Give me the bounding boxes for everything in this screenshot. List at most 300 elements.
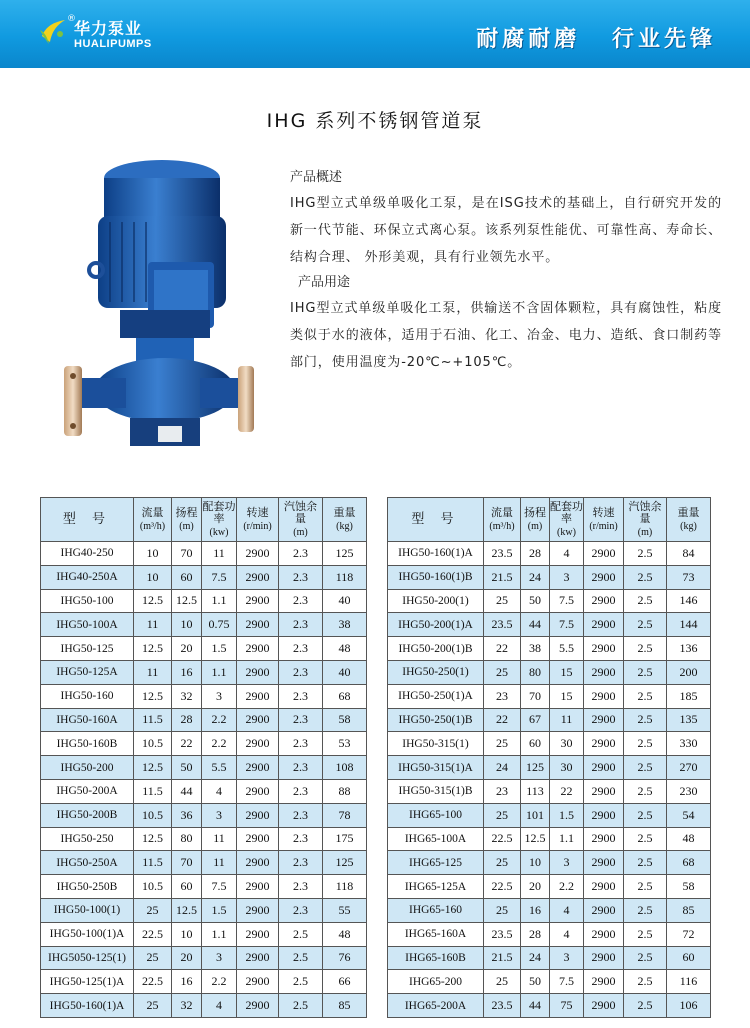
cell-flow: 25 (484, 589, 521, 613)
cell-speed: 2900 (237, 684, 279, 708)
cell-speed: 2900 (584, 756, 624, 780)
cell-npsh: 2.5 (624, 542, 667, 566)
cell-head: 20 (172, 637, 202, 661)
cell-weight: 118 (323, 565, 367, 589)
cell-head: 12.5 (521, 827, 550, 851)
pump-image (50, 150, 270, 468)
cell-flow: 22.5 (134, 922, 172, 946)
page-title: IHG 系列不锈钢管道泵 (266, 110, 484, 132)
cell-speed: 2900 (584, 613, 624, 637)
cell-weight: 108 (323, 756, 367, 780)
cell-npsh: 2.5 (624, 946, 667, 970)
table-row (41, 589, 367, 613)
cell-head: 22 (172, 732, 202, 756)
header-speed (237, 498, 279, 542)
cell-speed: 2900 (237, 542, 279, 566)
cell-head: 10 (172, 922, 202, 946)
usage-heading: 产品用途 (298, 275, 351, 290)
header-power (550, 498, 584, 542)
cell-speed: 2900 (584, 970, 624, 994)
cell-npsh: 2.5 (624, 708, 667, 732)
cell-weight: 54 (667, 803, 711, 827)
cell-speed: 2900 (584, 637, 624, 661)
cell-head: 10 (521, 851, 550, 875)
cell-model: IHG50-160(1)B (388, 565, 484, 589)
cell-flow: 21.5 (484, 946, 521, 970)
cell-model: IHG65-125A (388, 875, 484, 899)
cell-model: IHG50-250(1)B (388, 708, 484, 732)
cell-weight: 40 (323, 660, 367, 684)
cell-weight: 40 (323, 589, 367, 613)
header-flow-label: 流量 (491, 505, 513, 519)
cell-head: 113 (521, 779, 550, 803)
header-speed-unit: (r/min) (243, 520, 272, 532)
cell-speed: 2900 (237, 613, 279, 637)
header-model: 型 号 (388, 498, 484, 542)
cell-speed: 2900 (584, 898, 624, 922)
cell-head: 16 (521, 898, 550, 922)
cell-npsh: 2.5 (624, 922, 667, 946)
cell-head: 10 (172, 613, 202, 637)
table-row (388, 660, 711, 684)
cell-power: 1.5 (202, 637, 237, 661)
cell-power: 7.5 (550, 589, 584, 613)
cell-power: 15 (550, 660, 584, 684)
cell-weight: 116 (667, 970, 711, 994)
cell-head: 50 (172, 756, 202, 780)
cell-head: 60 (172, 875, 202, 899)
table-row (41, 970, 367, 994)
cell-weight: 58 (323, 708, 367, 732)
cell-weight: 200 (667, 660, 711, 684)
table-row (41, 851, 367, 875)
cell-flow: 22.5 (484, 875, 521, 899)
cell-npsh: 2.3 (279, 851, 323, 875)
spec-table-left-body (41, 542, 367, 1018)
cell-npsh: 2.3 (279, 684, 323, 708)
cell-weight: 88 (323, 779, 367, 803)
cell-npsh: 2.3 (279, 875, 323, 899)
table-row (41, 660, 367, 684)
cell-head: 70 (172, 851, 202, 875)
table-row (41, 803, 367, 827)
cell-power: 1.5 (550, 803, 584, 827)
cell-flow: 25 (484, 898, 521, 922)
cell-flow: 10.5 (134, 732, 172, 756)
cell-flow: 11.5 (134, 779, 172, 803)
cell-flow: 25 (484, 851, 521, 875)
cell-head: 12.5 (172, 589, 202, 613)
cell-flow: 12.5 (134, 756, 172, 780)
cell-speed: 2900 (237, 708, 279, 732)
table-header-row (41, 498, 367, 542)
cell-npsh: 2.5 (279, 994, 323, 1018)
cell-model: IHG50-250A (41, 851, 134, 875)
cell-flow: 22 (484, 637, 521, 661)
cell-npsh: 2.3 (279, 589, 323, 613)
cell-power: 3 (202, 803, 237, 827)
header-npsh (279, 498, 323, 542)
cell-model: IHG50-125(1)A (41, 970, 134, 994)
cell-power: 7.5 (202, 565, 237, 589)
table-row (41, 732, 367, 756)
header-speed (584, 498, 624, 542)
cell-weight: 48 (667, 827, 711, 851)
cell-speed: 2900 (237, 851, 279, 875)
cell-head: 101 (521, 803, 550, 827)
cell-npsh: 2.3 (279, 708, 323, 732)
table-row (388, 637, 711, 661)
cell-head: 50 (521, 589, 550, 613)
table-row (388, 684, 711, 708)
cell-npsh: 2.3 (279, 803, 323, 827)
cell-head: 32 (172, 994, 202, 1018)
cell-flow: 10 (134, 565, 172, 589)
cell-head: 24 (521, 946, 550, 970)
cell-head: 12.5 (172, 898, 202, 922)
cell-flow: 11.5 (134, 851, 172, 875)
table-row (41, 565, 367, 589)
cell-flow: 23.5 (484, 994, 521, 1018)
cell-model: IHG40-250 (41, 542, 134, 566)
cell-power: 11 (202, 851, 237, 875)
cell-npsh: 2.3 (279, 565, 323, 589)
cell-power: 1.1 (202, 589, 237, 613)
cell-model: IHG50-200B (41, 803, 134, 827)
cell-flow: 23.5 (484, 542, 521, 566)
cell-flow: 22 (484, 708, 521, 732)
cell-flow: 10 (134, 542, 172, 566)
cell-npsh: 2.5 (624, 994, 667, 1018)
table-row (41, 756, 367, 780)
cell-weight: 73 (667, 565, 711, 589)
cell-model: IHG50-100(1) (41, 898, 134, 922)
slogan (476, 22, 716, 53)
cell-power: 3 (202, 946, 237, 970)
cell-model: IHG50-200(1)B (388, 637, 484, 661)
cell-flow: 25 (484, 803, 521, 827)
cell-npsh: 2.5 (624, 875, 667, 899)
header-npsh-unit: (m) (293, 526, 308, 538)
cell-flow: 25 (484, 660, 521, 684)
cell-power: 2.2 (202, 970, 237, 994)
cell-speed: 2900 (237, 898, 279, 922)
cell-model: IHG50-160B (41, 732, 134, 756)
table-row (41, 613, 367, 637)
cell-model: IHG65-160 (388, 898, 484, 922)
cell-npsh: 2.3 (279, 732, 323, 756)
cell-weight: 78 (323, 803, 367, 827)
cell-weight: 58 (667, 875, 711, 899)
cell-flow: 25 (484, 732, 521, 756)
spec-table-right-body (388, 542, 711, 1018)
table-row (41, 542, 367, 566)
header-power-label: 配套功率 (550, 499, 583, 525)
spec-table-left (40, 497, 367, 1018)
cell-npsh: 2.5 (279, 946, 323, 970)
cell-speed: 2900 (237, 875, 279, 899)
cell-npsh: 2.5 (624, 732, 667, 756)
table-row (388, 994, 711, 1018)
header-weight (667, 498, 711, 542)
cell-speed: 2900 (584, 565, 624, 589)
table-row (41, 875, 367, 899)
table-row (388, 922, 711, 946)
cell-speed: 2900 (237, 732, 279, 756)
cell-model: IHG50-200(1)A (388, 613, 484, 637)
header-flow (484, 498, 521, 542)
cell-flow: 10.5 (134, 875, 172, 899)
cell-npsh: 2.3 (279, 542, 323, 566)
cell-head: 44 (521, 613, 550, 637)
cell-weight: 48 (323, 637, 367, 661)
cell-speed: 2900 (237, 970, 279, 994)
cell-speed: 2900 (584, 708, 624, 732)
cell-flow: 12.5 (134, 589, 172, 613)
header-head (172, 498, 202, 542)
overview-heading: 产品概述 (290, 170, 343, 185)
cell-power: 30 (550, 732, 584, 756)
header-power-unit: (kw) (557, 526, 576, 538)
table-row (388, 851, 711, 875)
overview-text: IHG型立式单级单吸化工泵，是在ISG技术的基础上，自行研究开发的新一代节能、环保立式离心泵。该系列泵性能优、可靠性高、寿命长、结构合理、 外形美观，具有行业领先水平。 (290, 196, 722, 265)
header-flow-unit: (m³/h) (489, 520, 515, 532)
table-row (41, 637, 367, 661)
header-power (202, 498, 237, 542)
table-row (388, 565, 711, 589)
cell-power: 4 (550, 898, 584, 922)
cell-weight: 72 (667, 922, 711, 946)
header-npsh-unit: (m) (637, 526, 653, 538)
cell-model: IHG50-200A (41, 779, 134, 803)
cell-speed: 2900 (237, 589, 279, 613)
cell-flow: 24 (484, 756, 521, 780)
cell-weight: 136 (667, 637, 711, 661)
header-flow (134, 498, 172, 542)
cell-head: 125 (521, 756, 550, 780)
cell-speed: 2900 (584, 922, 624, 946)
cell-speed: 2900 (237, 922, 279, 946)
cell-npsh: 2.5 (279, 922, 323, 946)
cell-flow: 11 (134, 660, 172, 684)
cell-speed: 2900 (584, 827, 624, 851)
header-weight-unit: (kg) (680, 520, 697, 532)
cell-flow: 11.5 (134, 708, 172, 732)
cell-weight: 53 (323, 732, 367, 756)
cell-head: 20 (172, 946, 202, 970)
cell-speed: 2900 (584, 946, 624, 970)
cell-model: IHG50-160(1)A (388, 542, 484, 566)
header-model: 型 号 (41, 498, 134, 542)
cell-weight: 330 (667, 732, 711, 756)
header-head-unit: (m) (527, 520, 543, 532)
cell-speed: 2900 (237, 946, 279, 970)
cell-head: 28 (521, 542, 550, 566)
cell-npsh: 2.5 (624, 851, 667, 875)
cell-speed: 2900 (584, 542, 624, 566)
cell-head: 60 (172, 565, 202, 589)
cell-model: IHG65-100 (388, 803, 484, 827)
cell-weight: 125 (323, 542, 367, 566)
cell-weight: 68 (323, 684, 367, 708)
cell-head: 36 (172, 803, 202, 827)
header-head-label: 扬程 (175, 505, 198, 519)
cell-weight: 84 (667, 542, 711, 566)
cell-speed: 2900 (237, 994, 279, 1018)
header-speed-unit: (r/min) (589, 520, 618, 532)
header-flow-unit: (m³/h) (139, 520, 166, 532)
cell-power: 4 (202, 994, 237, 1018)
cell-power: 7.5 (550, 613, 584, 637)
cell-head: 80 (172, 827, 202, 851)
cell-weight: 146 (667, 589, 711, 613)
cell-flow: 22.5 (134, 970, 172, 994)
cell-weight: 55 (323, 898, 367, 922)
cell-model: IHG50-250B (41, 875, 134, 899)
header-speed-label: 转速 (246, 505, 269, 519)
table-row (388, 542, 711, 566)
cell-flow: 23.5 (484, 922, 521, 946)
header-npsh-label: 汽蚀余量 (284, 499, 317, 525)
cell-speed: 2900 (237, 637, 279, 661)
table-row (388, 898, 711, 922)
cell-flow: 23 (484, 684, 521, 708)
cell-head: 16 (172, 660, 202, 684)
cell-npsh: 2.5 (624, 803, 667, 827)
cell-speed: 2900 (237, 803, 279, 827)
cell-speed: 2900 (237, 660, 279, 684)
cell-weight: 125 (323, 851, 367, 875)
cell-model: IHG50-250(1)A (388, 684, 484, 708)
cell-weight: 144 (667, 613, 711, 637)
cell-weight: 68 (667, 851, 711, 875)
cell-power: 4 (550, 922, 584, 946)
cell-weight: 270 (667, 756, 711, 780)
cell-model: IHG65-160B (388, 946, 484, 970)
cell-model: IHG65-100A (388, 827, 484, 851)
brand-logo-icon (38, 14, 68, 48)
cell-weight: 85 (667, 898, 711, 922)
cell-power: 1.1 (202, 660, 237, 684)
cell-npsh: 2.3 (279, 613, 323, 637)
cell-head: 80 (521, 660, 550, 684)
cell-power: 1.5 (202, 898, 237, 922)
header-bar (0, 0, 750, 68)
cell-npsh: 2.3 (279, 827, 323, 851)
table-row (41, 779, 367, 803)
usage-text: IHG型立式单级单吸化工泵，供输送不含固体颗粒，具有腐蚀性，粘度类似于水的液体，适用于石油、化工、冶金、电力、造纸、食口制药等部门，使用温度为-20℃~+105℃。 (290, 301, 722, 370)
cell-flow: 21.5 (484, 565, 521, 589)
cell-npsh: 2.3 (279, 898, 323, 922)
cell-weight: 85 (323, 994, 367, 1018)
cell-power: 4 (550, 542, 584, 566)
cell-model: IHG50-200(1) (388, 589, 484, 613)
cell-power: 5.5 (550, 637, 584, 661)
cell-flow: 22.5 (484, 827, 521, 851)
header-weight-unit: (kg) (336, 520, 353, 532)
table-row (388, 803, 711, 827)
cell-model: IHG50-100A (41, 613, 134, 637)
cell-head: 44 (172, 779, 202, 803)
table-header-row (388, 498, 711, 542)
cell-flow: 23 (484, 779, 521, 803)
brand-name-cn: 华力泵业 (74, 19, 143, 38)
cell-power: 3 (550, 851, 584, 875)
table-row (41, 994, 367, 1018)
cell-weight: 106 (667, 994, 711, 1018)
cell-npsh: 2.5 (624, 827, 667, 851)
cell-head: 32 (172, 684, 202, 708)
cell-power: 11 (202, 542, 237, 566)
cell-model: IHG5050-125(1) (41, 946, 134, 970)
cell-weight: 38 (323, 613, 367, 637)
slogan-part-1: 耐腐耐磨 (476, 27, 581, 52)
cell-speed: 2900 (584, 660, 624, 684)
cell-flow: 25 (484, 970, 521, 994)
cell-flow: 12.5 (134, 637, 172, 661)
table-row (41, 708, 367, 732)
table-row (41, 827, 367, 851)
spec-table-right (387, 497, 711, 1018)
cell-weight: 118 (323, 875, 367, 899)
cell-power: 0.75 (202, 613, 237, 637)
cell-model: IHG50-125 (41, 637, 134, 661)
cell-npsh: 2.5 (624, 613, 667, 637)
cell-model: IHG65-200A (388, 994, 484, 1018)
cell-power: 3 (550, 565, 584, 589)
cell-flow: 23.5 (484, 613, 521, 637)
cell-weight: 66 (323, 970, 367, 994)
table-row (388, 589, 711, 613)
cell-weight: 230 (667, 779, 711, 803)
cell-head: 50 (521, 970, 550, 994)
cell-power: 1.1 (550, 827, 584, 851)
cell-model: IHG50-250 (41, 827, 134, 851)
cell-head: 38 (521, 637, 550, 661)
cell-speed: 2900 (584, 684, 624, 708)
cell-power: 11 (202, 827, 237, 851)
cell-model: IHG50-125A (41, 660, 134, 684)
table-row (388, 875, 711, 899)
table-row (388, 827, 711, 851)
table-row (41, 898, 367, 922)
cell-head: 60 (521, 732, 550, 756)
table-row (388, 732, 711, 756)
cell-speed: 2900 (584, 803, 624, 827)
registered-mark: ® (67, 14, 76, 24)
cell-power: 7.5 (202, 875, 237, 899)
cell-speed: 2900 (237, 756, 279, 780)
slogan-part-2: 行业先锋 (611, 27, 716, 52)
cell-npsh: 2.5 (624, 660, 667, 684)
cell-npsh: 2.5 (624, 684, 667, 708)
cell-head: 70 (172, 542, 202, 566)
header-npsh (624, 498, 667, 542)
table-row (41, 946, 367, 970)
table-row (388, 613, 711, 637)
cell-weight: 60 (667, 946, 711, 970)
table-row (388, 970, 711, 994)
cell-npsh: 2.3 (279, 637, 323, 661)
cell-flow: 12.5 (134, 684, 172, 708)
cell-npsh: 2.5 (279, 970, 323, 994)
cell-model: IHG50-250(1) (388, 660, 484, 684)
header-npsh-label: 汽蚀余量 (628, 499, 662, 525)
cell-model: IHG50-315(1) (388, 732, 484, 756)
table-row (388, 779, 711, 803)
header-head-unit: (m) (179, 520, 194, 532)
cell-power: 22 (550, 779, 584, 803)
